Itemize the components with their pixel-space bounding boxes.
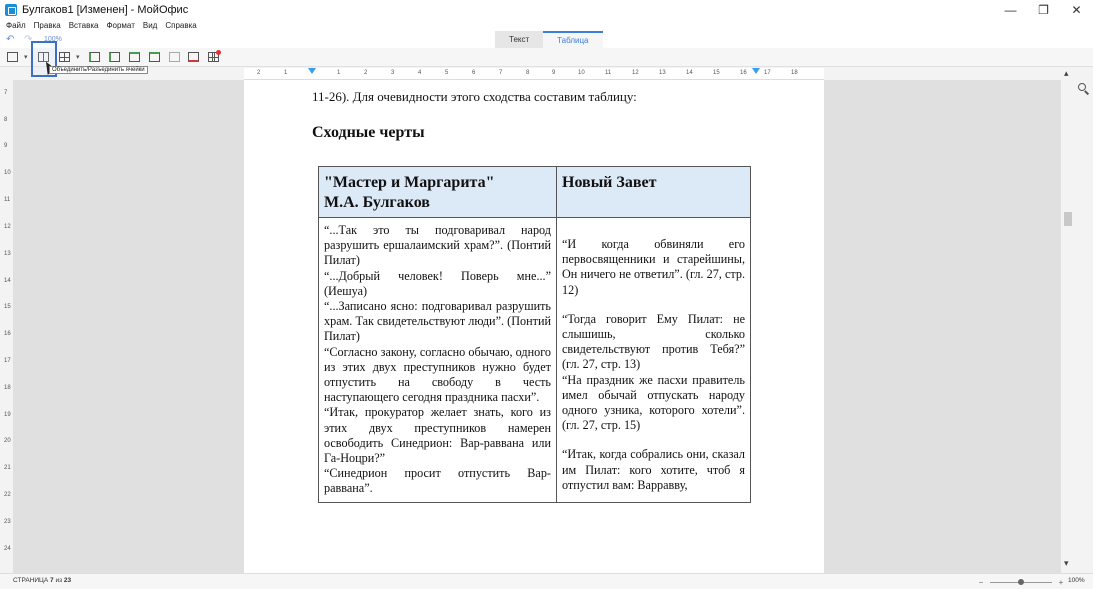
undo-icon[interactable]: ↶: [6, 34, 15, 45]
header-right-text: Новый Завет: [562, 174, 657, 191]
ruler-number: 3: [391, 70, 395, 76]
ruler-number: 4: [418, 70, 422, 76]
ruler-number: 1: [337, 70, 341, 76]
quote-paragraph: “Итак, когда собрались они, сказал им Пилат: кого хотите, чтоб я отпустил вам: Варравву,: [562, 447, 745, 492]
zoom-value[interactable]: 100%: [1068, 577, 1085, 584]
zoom-out-button[interactable]: −: [978, 577, 984, 587]
ruler-number: 17: [4, 358, 11, 364]
table-toolbar: [0, 48, 1093, 67]
delete-column-icon[interactable]: [169, 52, 180, 62]
redo-icon[interactable]: ↷: [24, 34, 33, 45]
ruler-number: 11: [605, 70, 612, 76]
table-select-icon[interactable]: [7, 52, 18, 62]
menu-bar: [0, 19, 1093, 31]
menu-help[interactable]: Справка: [165, 20, 197, 30]
ruler-number: 16: [740, 70, 747, 76]
borders-icon[interactable]: [59, 52, 70, 62]
menu-view[interactable]: Вид: [142, 20, 158, 30]
tab-text[interactable]: Текст: [495, 31, 543, 48]
ruler-number: 15: [713, 70, 720, 76]
ruler-number: 9: [552, 70, 556, 76]
table-header-cell[interactable]: [557, 167, 751, 218]
ribbon-tabs: [495, 31, 603, 48]
horizontal-ruler[interactable]: [244, 68, 824, 80]
chevron-down-icon[interactable]: ▾: [24, 54, 28, 61]
menu-edit[interactable]: Правка: [33, 20, 61, 30]
ruler-number: 10: [4, 170, 11, 176]
quote-paragraph: “На праздник же пасхи правитель имел обычай отпускать народу одного узника, которого хотели”. (гл. 27, стр. 15): [562, 372, 745, 433]
quote-paragraph: “Согласно закону, согласно обычаю, одного из этих двух преступников нужно будет отпустить на свободу в честь наступающего сегодня праздника пасхи”.: [324, 344, 551, 405]
ruler-number: 2: [257, 70, 261, 76]
table-row: [319, 218, 751, 503]
chevron-down-icon[interactable]: ▾: [76, 54, 80, 61]
insert-column-right-icon[interactable]: [109, 52, 120, 62]
insert-row-above-icon[interactable]: [129, 52, 140, 62]
search-icon[interactable]: [1078, 83, 1086, 91]
paragraph-spacer: [562, 223, 745, 237]
scroll-thumb[interactable]: [1064, 212, 1072, 226]
ruler-number: 20: [4, 438, 11, 444]
quote-paragraph: “Синедрион просит отпустить Вар-раввана”.: [324, 466, 551, 496]
header-left-line: М.А. Булгаков: [324, 194, 430, 211]
intro-paragraph[interactable]: 11-26). Для очевидности этого сходства составим таблицу:: [312, 89, 637, 104]
quote-paragraph: “Тогда говорит Ему Пилат: не слышишь, сколько свидетельствуют против Тебя?” (гл. 27, стр. 13): [562, 311, 745, 372]
ruler-number: 6: [472, 70, 476, 76]
ruler-number: 18: [791, 70, 798, 76]
quote-paragraph: “...Так это ты подговаривал народ разрушить ершалаимский храм?”. (Понтий Пилат): [324, 223, 551, 268]
zoom-control: [976, 576, 1066, 588]
comparison-table[interactable]: [318, 166, 751, 503]
minimize-button[interactable]: —: [1004, 2, 1017, 17]
window-controls: [994, 0, 1093, 19]
maximize-button[interactable]: ❐: [1038, 2, 1049, 17]
scroll-up-icon[interactable]: ▴: [1064, 68, 1069, 78]
ruler-number: 18: [4, 385, 11, 391]
ruler-number: 11: [4, 197, 11, 203]
page-current: 7: [50, 577, 54, 584]
page-indicator: [13, 577, 71, 584]
table-cell[interactable]: [557, 218, 751, 503]
ruler-number: 17: [764, 70, 771, 76]
ruler-number: 2: [364, 70, 368, 76]
ruler-number: 19: [4, 412, 11, 418]
menu-insert[interactable]: Вставка: [68, 20, 99, 30]
tab-table[interactable]: Таблица: [543, 31, 602, 48]
ruler-number: 14: [686, 70, 693, 76]
close-button[interactable]: ✕: [1071, 2, 1082, 17]
ruler-number: 7: [499, 70, 503, 76]
menu-file[interactable]: Файл: [6, 20, 26, 30]
quote-paragraph: “...Записано ясно: подговаривал разрушить храм. Так свидетельствуют люди”. (Понтий Пилат): [324, 299, 551, 344]
title-bar: [0, 0, 1093, 19]
table-settings-icon[interactable]: [208, 52, 219, 62]
table-header-row: [319, 167, 751, 218]
ruler-number: 13: [4, 251, 11, 257]
right-indent-marker[interactable]: [752, 68, 760, 74]
ruler-number: 1: [284, 70, 288, 76]
insert-column-left-icon[interactable]: [89, 52, 100, 62]
ruler-number: 8: [526, 70, 530, 76]
page-label: СТРАНИЦА: [13, 577, 51, 584]
status-bar: [0, 573, 1093, 589]
zoom-in-button[interactable]: +: [1058, 577, 1064, 587]
delete-row-icon[interactable]: [188, 52, 199, 62]
ruler-number: 7: [4, 90, 8, 96]
page-separator: из: [53, 577, 64, 584]
table-cell[interactable]: [319, 218, 557, 503]
quick-access-bar: [0, 31, 1093, 48]
zoom-slider[interactable]: [990, 582, 1052, 583]
section-heading[interactable]: Сходные черты: [312, 124, 425, 141]
merge-cells-tooltip: Объединить/Разъединить ячейки: [49, 66, 148, 74]
paragraph-spacer: [562, 298, 745, 312]
quick-zoom-value[interactable]: 100%: [44, 36, 62, 43]
ruler-number: 16: [4, 331, 11, 337]
ruler-number: 23: [4, 519, 11, 525]
quote-paragraph: “И когда обвиняли его первосвященники и старейшины, Он ничего не ответил”. (гл. 27, стр. 12): [562, 237, 745, 297]
scroll-down-icon[interactable]: ▾: [1064, 558, 1069, 568]
ruler-number: 12: [632, 70, 639, 76]
window-title: Булгаков1 [Изменен] - МойОфис: [22, 3, 189, 16]
ruler-number: 13: [659, 70, 666, 76]
insert-row-below-icon[interactable]: [149, 52, 160, 62]
document-page[interactable]: [244, 80, 824, 573]
ruler-number: 12: [4, 224, 11, 230]
left-indent-marker[interactable]: [308, 68, 316, 74]
ruler-number: 22: [4, 492, 11, 498]
vertical-scrollbar[interactable]: [1061, 68, 1075, 573]
quote-paragraph: “...Добрый человек! Поверь мне...” (Иешуа): [324, 268, 551, 298]
table-header-cell[interactable]: [319, 167, 557, 218]
page-total: 23: [63, 577, 72, 584]
ruler-number: 24: [4, 546, 11, 552]
ruler-number: 9: [4, 143, 8, 149]
document-area[interactable]: [13, 80, 1061, 573]
menu-format[interactable]: Формат: [106, 20, 135, 30]
ruler-number: 8: [4, 117, 8, 123]
header-left-line: "Мастер и Маргарита": [324, 174, 495, 191]
ruler-number: 5: [445, 70, 449, 76]
zoom-slider-handle[interactable]: [1018, 579, 1024, 585]
ruler-number: 15: [4, 304, 11, 310]
vertical-ruler: [0, 80, 13, 573]
ruler-number: 21: [4, 465, 11, 471]
app-logo-icon: [5, 4, 17, 16]
paragraph-spacer: [562, 433, 745, 447]
ruler-number: 10: [578, 70, 585, 76]
quote-paragraph: “Итак, прокуратор желает знать, кого из этих двух преступников намерен освободить Синедрион: Вар-раввана или Га-Ноцри?”: [324, 405, 551, 466]
ruler-number: 14: [4, 278, 11, 284]
